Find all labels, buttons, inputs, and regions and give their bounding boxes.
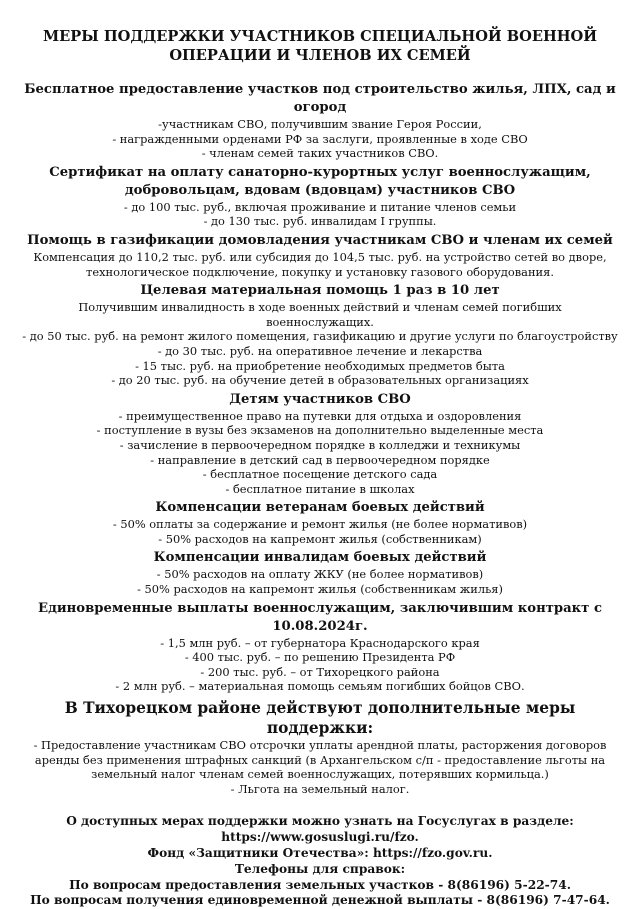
district-line: земельный налог членам семей военнослужащих, потерявших кормильца.)	[91, 767, 549, 782]
section-heading: Детям участников СВО	[229, 391, 411, 407]
title-line: ОПЕРАЦИИ И ЧЛЕНОВ ИХ СЕМЕЙ	[169, 47, 471, 64]
section-line: - преимущественное право на путевки для отдыха и оздоровления	[118, 408, 522, 423]
section-heading: добровольцам, вдовам (вдовцам) участников СВО	[124, 182, 516, 198]
section-line: технологическое подключение, покупку и установку газового оборудования.	[86, 264, 554, 279]
section-heading: Компенсации инвалидам боевых действий	[153, 550, 487, 566]
section-line: - награжденными орденами РФ за заслуги, проявленные в ходе СВО	[112, 131, 528, 146]
section-line: - бесплатное питание в школах	[225, 481, 415, 496]
district-line: - Льгота на земельный налог.	[230, 781, 410, 796]
section-line: - членам семей таких участников СВО.	[201, 146, 439, 161]
section-line: - 15 тыс. руб. на приобретение необходимых предметов быта	[135, 358, 505, 373]
footer-line: Телефоны для справок:	[234, 861, 406, 876]
section-heading: Сертификат на оплату санаторно-курортных услуг военнослужащим,	[49, 164, 591, 180]
section-line: - до 130 тыс. руб. инвалидам I группы.	[203, 214, 437, 229]
section-disabled-veterans	[14, 549, 626, 596]
section-line: - зачисление в первоочередном порядке в колледжи и техникумы	[119, 437, 521, 452]
phone-land-plots: По вопросам предоставления земельных участков - 8(86196) 5-22-74.	[69, 877, 571, 892]
section-line: - 1,5 млн руб. – от губернатора Краснодарского края	[160, 635, 480, 650]
section-line: - 400 тыс. руб. – по решению Президента РФ	[184, 650, 456, 665]
section-line: -участникам СВО, получившим звание Героя России,	[158, 117, 482, 131]
section-veterans	[14, 499, 626, 546]
section-heading: Бесплатное предоставление участков под строительство жилья, ЛПХ, сад и огород	[24, 82, 616, 115]
section-line: - до 100 тыс. руб., включая проживание и питание членов семьи	[123, 199, 517, 214]
section-line: - до 30 тыс. руб. на оперативное лечение и лекарства	[157, 343, 483, 358]
phone-payments: По вопросам получения единовременной денежной выплаты - 8(86196) 7-47-64.	[30, 893, 610, 908]
section-heading: Компенсации ветеранам боевых действий	[155, 500, 485, 516]
section-heading: Целевая материальная помощь 1 раз в 10 лет	[140, 283, 500, 299]
fund-link: Фонд «Защитники Отечества»: https://fzo.gov.ru.	[147, 846, 493, 860]
section-line: - поступление в вузы без экзаменов на дополнительно выделенные места	[96, 423, 544, 438]
section-district-measures	[14, 698, 626, 796]
title-line: МЕРЫ ПОДДЕРЖКИ УЧАСТНИКОВ СПЕЦИАЛЬНОЙ ВОЕННОЙ	[42, 28, 598, 45]
page-title	[14, 27, 626, 65]
district-line: аренды без применения штрафных санкций (в Архангельском с/п - предоставление льготы на	[34, 752, 606, 767]
section-line: - 50% расходов на оплату ЖКУ (не более нормативов)	[156, 567, 484, 582]
section-line: - бесплатное посещение детского сада	[202, 467, 438, 482]
section-sanatorium-certificate	[14, 164, 626, 229]
section-line: - 200 тыс. руб. – от Тихорецкого района	[200, 664, 440, 679]
footer-contacts	[14, 814, 626, 909]
section-line: Компенсация до 110,2 тыс. руб. или субсидия до 104,5 тыс. руб. на устройство сетей во дворе,	[33, 249, 607, 264]
section-heading: Единовременные выплаты военнослужащим, заключившим контракт с	[38, 600, 602, 616]
section-land-plots	[14, 81, 626, 161]
section-line: - 50% оплаты за содержание и ремонт жилья (не более нормативов)	[112, 517, 528, 532]
section-line: - 2 млн руб. – материальная помощь семьям погибших бойцов СВО.	[115, 679, 525, 694]
section-line: - 50% расходов на капремонт жилья (собственникам жилья)	[137, 582, 503, 597]
district-line: - Предоставление участникам СВО отсрочки уплаты арендной платы, расторжения договоров	[33, 738, 607, 753]
section-one-time-payments	[14, 600, 626, 694]
section-line: военнослужащих.	[266, 314, 374, 329]
section-line: Получившим инвалидность в ходе военных действий и членам семей погибших	[78, 300, 562, 315]
section-heading: 10.08.2024г.	[272, 618, 368, 634]
gosuslugi-link: https://www.gosuslugi.ru/fzo.	[221, 830, 419, 845]
district-heading: В Тихорецком районе действуют дополнительные меры поддержки:	[64, 699, 576, 738]
footer-line: О доступных мерах поддержки можно узнать на Госуслугах в разделе:	[66, 814, 574, 829]
section-line: - до 20 тыс. руб. на обучение детей в образовательных организациях	[111, 373, 529, 388]
section-material-aid	[14, 282, 626, 388]
section-heading: Помощь в газификации домовладения участникам СВО и членам их семей	[27, 232, 613, 248]
section-line: - направление в детский сад в первоочередном порядке	[150, 452, 490, 467]
section-gasification	[14, 232, 626, 279]
section-line: - до 50 тыс. руб. на ремонт жилого помещения, газификацию и другие услуги по благоустройству	[22, 329, 618, 344]
section-line: - 50% расходов на капремонт жилья (собственникам)	[158, 531, 482, 546]
section-children	[14, 391, 626, 497]
